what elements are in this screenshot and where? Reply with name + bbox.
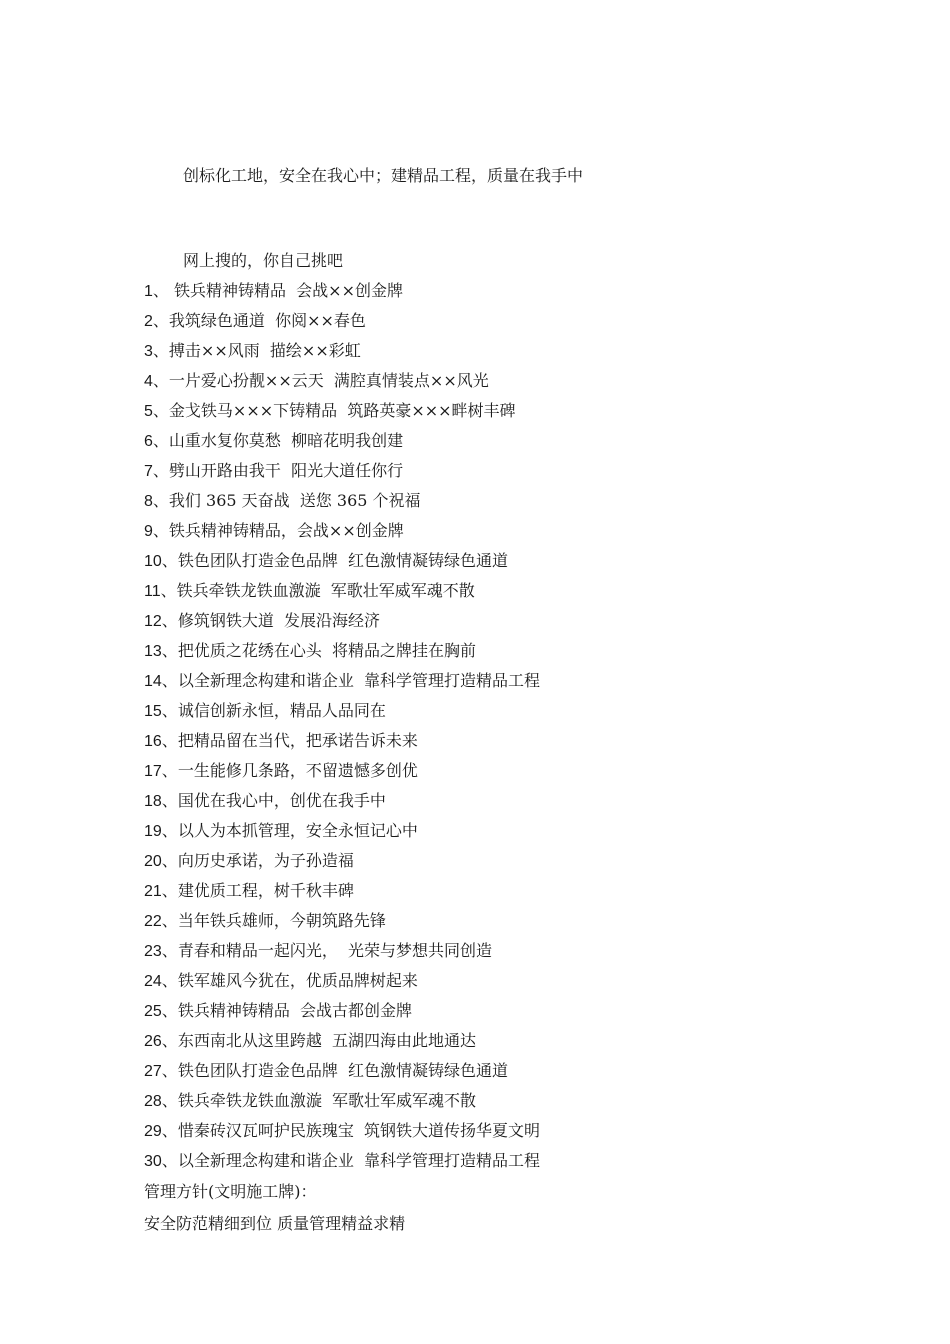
item-text: 铁兵精神铸精品，会战××创金牌 [168,521,404,540]
item-separator: 、 [152,491,169,510]
list-item [144,516,540,546]
item-number: 2 [144,313,153,330]
list-item [144,606,540,636]
item-separator: 、 [161,1061,178,1080]
item-text: 惜秦砖汉瓦呵护民族瑰宝 筑钢铁大道传扬华夏文明 [177,1121,540,1140]
item-separator: 、 [161,911,178,930]
item-number: 20 [144,853,162,870]
list-item [144,786,540,816]
item-text: 以全新理念构建和谐企业 靠科学管理打造精品工程 [177,1151,540,1170]
list-item [144,1116,540,1146]
list-item [144,876,540,906]
item-separator: 、 [161,1091,178,1110]
item-number: 16 [144,733,162,750]
item-number: 14 [144,673,162,690]
item-separator: 、 [152,461,169,480]
item-number: 30 [144,1153,162,1170]
list-item [144,966,540,996]
item-separator: 、 [161,761,178,780]
item-text: 一片爱心扮靓××云天 满腔真情装点××风光 [168,371,489,390]
item-separator: 、 [161,821,178,840]
item-number: 24 [144,973,162,990]
item-text: 铁兵牵铁龙铁血激漩 军歌壮军威军魂不散 [177,1091,476,1110]
list-item [144,1056,540,1086]
item-number: 15 [144,703,162,720]
item-number: 13 [144,643,162,660]
list-item [144,936,540,966]
item-number: 10 [144,553,162,570]
item-number: 26 [144,1033,162,1050]
item-text: 青春和精品一起闪光， 光荣与梦想共同创造 [177,941,492,960]
list-item [144,726,540,756]
heading-slogan: 创标化工地，安全在我心中；建精品工程，质量在我手中 [183,166,584,185]
list-item [144,1146,540,1176]
list-item [144,816,540,846]
item-text: 金戈铁马×××下铸精品 筑路英豪×××畔树丰碑 [168,401,516,420]
item-separator: 、 [161,611,178,630]
item-number: 18 [144,793,162,810]
item-separator: 、 [161,941,178,960]
item-text: 劈山开路由我干 阳光大道任你行 [168,461,404,480]
item-number: 1 [144,283,153,300]
item-number: 8 [144,493,153,510]
item-separator: 、 [161,851,178,870]
item-separator: 、 [152,341,169,360]
item-text: 把精品留在当代，把承诺告诉未来 [177,731,418,750]
item-number: 28 [144,1093,162,1110]
item-text: 修筑钢铁大道 发展沿海经济 [177,611,380,630]
item-number: 19 [144,823,162,840]
list-item [144,696,540,726]
management-policy-text: 安全防范精细到位 质量管理精益求精 [144,1214,406,1233]
item-separator: 、 [161,551,178,570]
item-text: 向历史承诺，为子孙造福 [177,851,354,870]
item-text: 铁色团队打造金色品牌 红色激情凝铸绿色通道 [177,551,508,570]
item-number: 23 [144,943,162,960]
item-number: 21 [144,883,162,900]
item-number: 27 [144,1063,162,1080]
item-separator: 、 [161,1031,178,1050]
item-number: 5 [144,403,153,420]
item-separator: 、 [152,401,169,420]
item-separator: 、 [152,521,169,540]
item-number: 4 [144,373,153,390]
item-number: 9 [144,523,153,540]
item-separator: 、 [161,1151,178,1170]
item-number: 3 [144,343,153,360]
item-separator: 、 [152,431,169,450]
item-separator: 、 [152,311,169,330]
list-item [144,456,540,486]
list-item [144,906,540,936]
item-separator: 、 [161,671,178,690]
list-item [144,996,540,1026]
list-item [144,576,540,606]
item-text: 以全新理念构建和谐企业 靠科学管理打造精品工程 [177,671,540,690]
item-text: 铁军雄风今犹在，优质品牌树起来 [177,971,418,990]
list-item [144,846,540,876]
item-text: 铁兵牵铁龙铁血激漩 军歌壮军威军魂不散 [176,581,475,600]
item-separator: 、 [161,1121,178,1140]
list-item [144,396,540,426]
list-item [144,546,540,576]
item-number: 11 [144,583,161,600]
item-text: 铁兵精神铸精品 会战××创金牌 [168,281,403,300]
intro-text: 网上搜的，你自己挑吧 [183,251,344,270]
item-text: 一生能修几条路，不留遗憾多创优 [177,761,418,780]
slogan-list [144,276,540,1176]
item-separator: 、 [152,281,169,300]
item-text: 国优在我心中，创优在我手中 [177,791,386,810]
list-item [144,756,540,786]
item-number: 25 [144,1003,162,1020]
item-separator: 、 [160,581,177,600]
item-text: 山重水复你莫愁 柳暗花明我创建 [168,431,404,450]
item-separator: 、 [161,641,178,660]
item-text: 我筑绿色通道 你阅××春色 [168,311,366,330]
list-item [144,306,540,336]
item-text: 搏击××风雨 描绘××彩虹 [168,341,361,360]
list-item [144,666,540,696]
item-number: 6 [144,433,153,450]
footer-section [144,1176,405,1240]
list-item [144,276,540,306]
item-text: 当年铁兵雄师，今朝筑路先锋 [177,911,386,930]
item-number: 12 [144,613,162,630]
item-separator: 、 [161,971,178,990]
item-separator: 、 [161,881,178,900]
list-item [144,426,540,456]
item-text: 以人为本抓管理，安全永恒记心中 [177,821,418,840]
management-policy-label: 管理方针(文明施工牌)： [144,1182,317,1201]
item-number: 7 [144,463,153,480]
item-separator: 、 [161,791,178,810]
item-separator: 、 [161,701,178,720]
item-number: 22 [144,913,162,930]
list-item [144,1026,540,1056]
item-text: 建优质工程，树千秋丰碑 [177,881,354,900]
item-number: 29 [144,1123,162,1140]
item-separator: 、 [152,371,169,390]
item-text: 铁色团队打造金色品牌 红色激情凝铸绿色通道 [177,1061,508,1080]
item-number: 17 [144,763,162,780]
list-item [144,336,540,366]
item-text: 把优质之花绣在心头 将精品之牌挂在胸前 [177,641,476,660]
item-text: 铁兵精神铸精品 会战古都创金牌 [177,1001,412,1020]
item-separator: 、 [161,1001,178,1020]
list-item [144,636,540,666]
item-text: 诚信创新永恒，精品人品同在 [177,701,386,720]
item-text: 我们 365 天奋战 送您 365 个祝福 [168,491,421,510]
list-item [144,1086,540,1116]
list-item [144,486,540,516]
item-separator: 、 [161,731,178,750]
list-item [144,366,540,396]
item-text: 东西南北从这里跨越 五湖四海由此地通达 [177,1031,476,1050]
